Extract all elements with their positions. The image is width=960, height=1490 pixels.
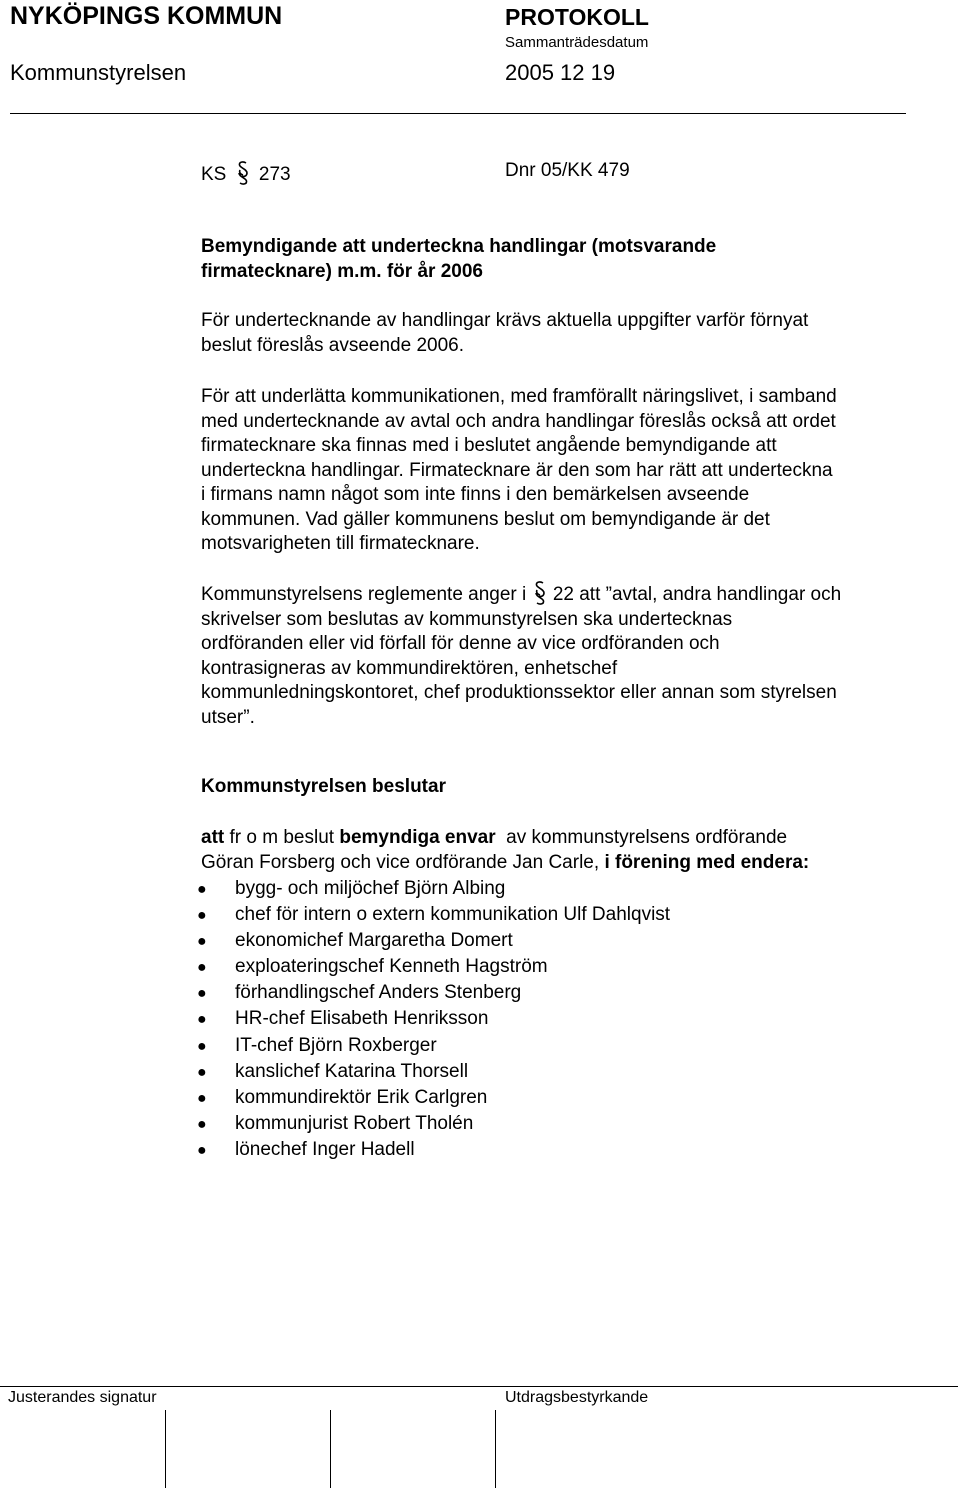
bullet-icon: ● (197, 985, 207, 1003)
paragraph-line: kommunen. Vad gäller kommunens beslut om bemyndigande är det (201, 508, 770, 530)
decision-line (201, 851, 931, 876)
decision-text-part: fr o m beslut (224, 827, 340, 848)
authorized-persons-list (195, 876, 670, 1163)
organization-name: NYKÖPINGS KOMMUN (10, 2, 283, 30)
paragraph-line: kontrasigneras av kommundirektören, enhetschef (201, 657, 618, 679)
paragraph-line: För att underlätta kommunikationen, med framförallt näringslivet, i samband (201, 386, 837, 407)
diary-number: Dnr 05/KK 479 (505, 160, 630, 181)
person-entry: kommundirektör Erik Carlgren (235, 1086, 488, 1108)
person-entry: HR-chef Elisabeth Henriksson (235, 1008, 489, 1030)
bullet-icon: ● (197, 1089, 207, 1107)
bullet-icon: ● (197, 1115, 207, 1133)
header-divider (10, 113, 906, 114)
bullet-icon: ● (197, 1063, 207, 1081)
intro-line: För undertecknande av handlingar krävs aktuella uppgifter varför förnyat (201, 310, 809, 331)
list-item (195, 902, 670, 928)
document-title (201, 235, 931, 284)
list-item (195, 1137, 670, 1163)
line-end: 22 att ”avtal, andra handlingar och (547, 584, 842, 605)
intro-paragraph (201, 309, 931, 358)
title-line: firmatecknare) m.m. för år 2006 (201, 260, 483, 282)
person-entry: kommunjurist Robert Tholén (235, 1112, 474, 1134)
list-item (195, 1111, 670, 1137)
meeting-date: 2005 12 19 (505, 60, 616, 85)
meeting-date-label: Sammanträdesdatum (505, 34, 649, 51)
paragraph-line: skrivelser som beslutas av kommunstyrelsen ska undertecknas (201, 608, 733, 630)
signature-box-divider (330, 1410, 331, 1488)
person-entry: kanslichef Katarina Thorsell (235, 1060, 469, 1082)
list-item (195, 1059, 670, 1085)
person-entry: förhandlingschef Anders Stenberg (235, 982, 522, 1004)
bullet-icon: ● (197, 1011, 207, 1029)
bullet-icon: ● (197, 933, 207, 951)
list-item (195, 1006, 670, 1032)
paragraph-line: ordföranden eller vid förfall för denne av vice ordföranden och (201, 633, 720, 654)
list-item (195, 954, 670, 980)
bullet-icon: ● (197, 1037, 207, 1055)
decision-line (201, 826, 931, 851)
list-item (195, 1085, 670, 1111)
intro-line: beslut föreslås avseende 2006. (201, 334, 465, 356)
paragraph-line: med undertecknande av avtal och andra handlingar föreslås också att ordet (201, 410, 836, 432)
paragraph-line: i firmans namn något som inte finns i den bemärkelsen avseende (201, 484, 750, 505)
person-entry: ekonomichef Margaretha Domert (235, 930, 513, 952)
paragraph-line: firmatecknare ska finnas med i beslutet angående bemyndigande att (201, 435, 777, 456)
att-word: att (201, 827, 225, 848)
person-entry: bygg- och miljöchef Björn Albing (235, 878, 506, 899)
case-prefix: KS (201, 164, 227, 185)
conjunction-phrase: i förening med endera: (604, 851, 810, 873)
case-number (201, 160, 291, 186)
decision-text-part: Göran Forsberg och vice ordförande Jan Carle, (201, 851, 605, 873)
decision-text-part: av kommunstyrelsens ordförande (495, 827, 788, 848)
bullet-icon: ● (197, 907, 207, 925)
person-entry: IT-chef Björn Roxberger (235, 1034, 437, 1056)
signature-box-divider (165, 1410, 166, 1488)
paragraph-line: underteckna handlingar. Firmatecknare är den som har rätt att underteckna (201, 459, 833, 481)
bullet-icon: ● (197, 959, 207, 977)
decision-text (201, 826, 931, 875)
authorization-phrase: bemyndiga envar (339, 827, 496, 848)
document-type: PROTOKOLL (505, 4, 649, 30)
regulation-paragraph (201, 580, 931, 730)
list-item (195, 876, 670, 902)
decision-heading: Kommunstyrelsen beslutar (201, 776, 446, 797)
section-sign-icon (232, 160, 254, 186)
case-number-value: 273 (258, 164, 291, 185)
paragraph-line: motsvarigheten till firmatecknare. (201, 533, 480, 554)
bullet-icon: ● (197, 1141, 207, 1159)
bullet-icon: ● (197, 881, 207, 898)
person-entry: exploateringschef Kenneth Hagström (235, 956, 548, 978)
signature-label: Justerandes signatur (8, 1389, 157, 1406)
title-line: Bemyndigande att underteckna handlingar (motsvarande (201, 236, 717, 257)
footer-divider (0, 1386, 958, 1387)
section-sign-icon (532, 580, 548, 608)
signature-box-divider (495, 1410, 496, 1488)
person-entry: chef för intern o extern kommunikation Ulf Dahlqvist (235, 904, 671, 926)
governing-body: Kommunstyrelsen (10, 60, 187, 85)
person-entry: lönechef Inger Hadell (235, 1138, 415, 1160)
extract-verification-label: Utdragsbestyrkande (505, 1389, 649, 1406)
list-item (195, 980, 670, 1006)
background-paragraph (201, 385, 931, 557)
paragraph-line: kommunledningskontoret, chef produktionssektor eller annan som styrelsen (201, 682, 837, 703)
paragraph-line (201, 580, 931, 608)
list-item (195, 1033, 670, 1059)
list-item (195, 928, 670, 954)
paragraph-line: utser”. (201, 706, 255, 728)
line-start: Kommunstyrelsens reglemente anger i (201, 584, 532, 605)
